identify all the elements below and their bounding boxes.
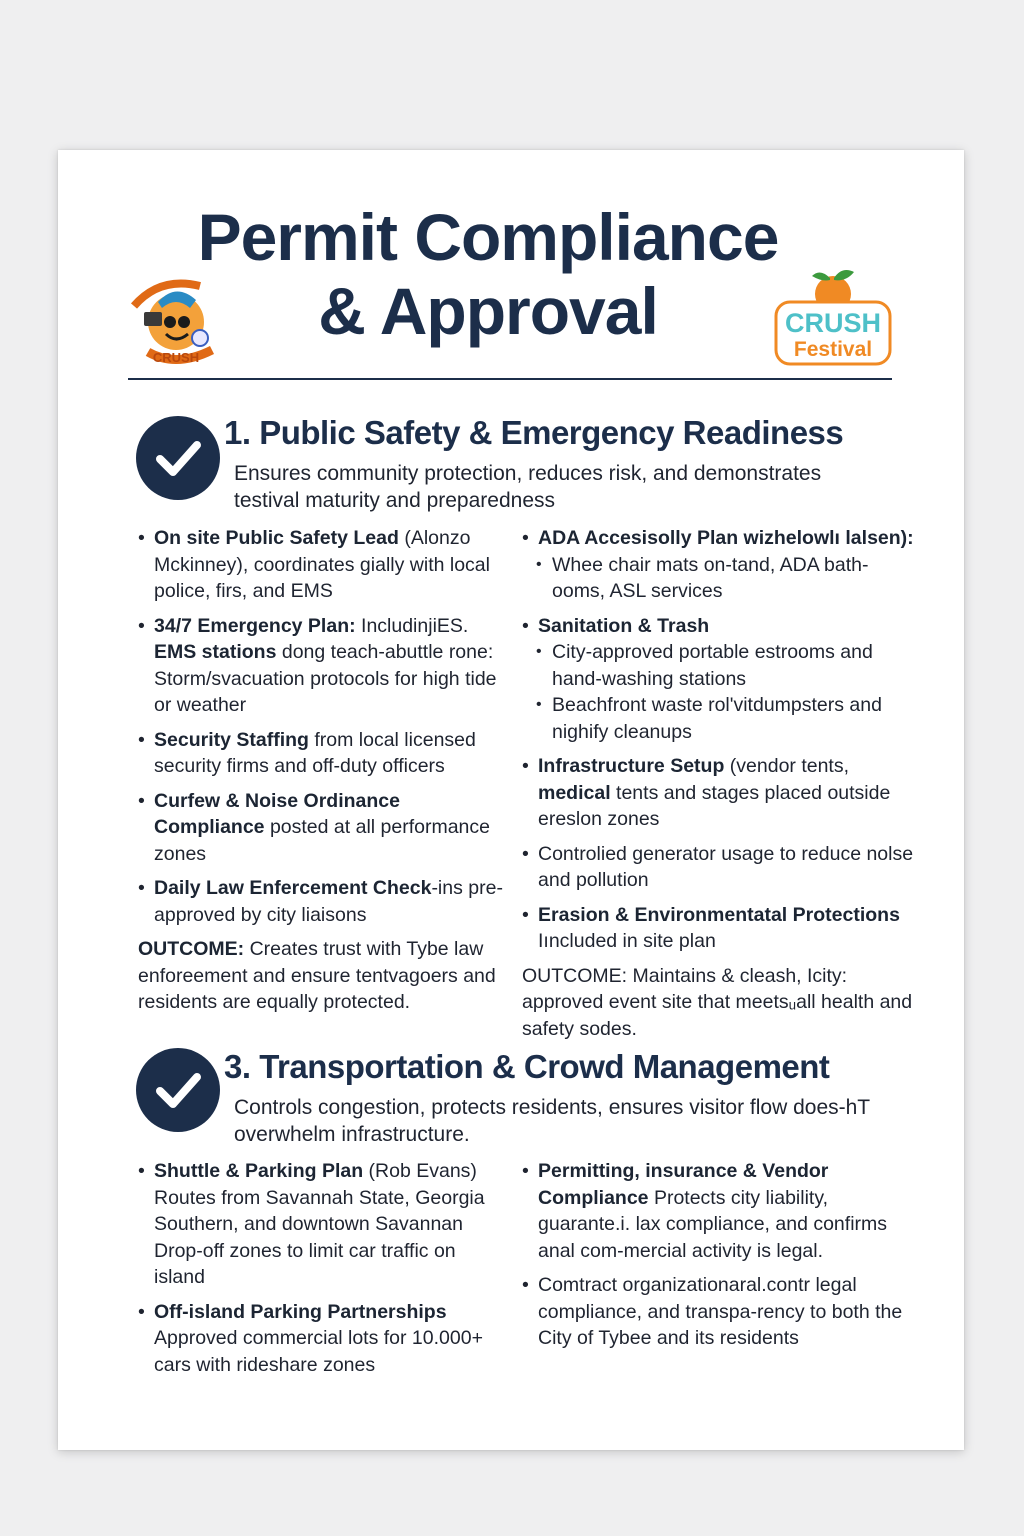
list-item: • Shuttle & Parking Plan (Rob Evans) Routes from Savannah State, Georgia Southern, and downtown Savannan Drop-off zones to limit car traffic on island: [138, 1158, 510, 1291]
sub-list-item: • City-approved portable estrooms and hand-washing stations: [522, 639, 914, 692]
list-item: • Controlied generator usage to reduce nolse and pollution: [522, 841, 914, 894]
document-sheet: [58, 150, 964, 1450]
section-1-left-outcome: OUTCOME: Creates trust with Tybe law enforeement and ensure tentvagoers and residents are equally protected.: [138, 938, 496, 1013]
section-3-title: 3. Transportation & Crowd Management: [224, 1048, 830, 1085]
section-3-right-column: [522, 1158, 914, 1360]
list-item: • 34/7 Emergency Plan: IncludinjiES. EMS stations dong teach-abuttle rone: Storm/svacuation protocols for high tide or weather: [138, 613, 510, 719]
title-line-1: Permit Compliance: [197, 200, 779, 274]
sub-list-item: • Beachfront waste rol'vitdumpsters and nighify cleanups: [522, 692, 914, 745]
section-1-title: 1. Public Safety & Emergency Readiness: [224, 414, 844, 451]
section-3-left-column: [138, 1158, 510, 1386]
section-1-right-column: [522, 525, 914, 1042]
crush-festival-logo: [770, 268, 896, 368]
section-1-subtitle: Ensures community protection, reduces risk, and demonstrates testival maturity and preparedness: [234, 462, 822, 512]
title-divider: [128, 378, 892, 380]
section-1-left-column: [138, 525, 510, 1016]
list-item: • Daily Law Enfercement Check-ins pre-approved by city liaisons: [138, 875, 510, 928]
list-item: • Security Staffing from local licensed security firms and off-duty officers: [138, 727, 510, 780]
list-item: • Permitting, insurance & Vendor Compliance Protects city liability, guarante.i. lax compliance, and confirms anal com-mercial activity is legal.: [522, 1158, 914, 1264]
logo-right-festival: Festival: [793, 338, 873, 361]
checkmark-icon: [136, 1048, 220, 1132]
checkmark-icon: [136, 416, 220, 500]
orange-crush-logo: [130, 272, 222, 368]
list-item: • Off-island Parking Partnerships Approved commercial lots for 10.000+ cars with rideshare zones: [138, 1299, 510, 1379]
list-item: • Erasion & Environmentatal Protections Iıncluded in site plan: [522, 902, 914, 955]
section-1-right-outcome: OUTCOME: Maintains & cleash, Icity: approved event site that meetsᵤall health and safety sodes.: [522, 964, 913, 1040]
logo-left-text: CRUSH: [152, 350, 200, 365]
title-line-2: & Approval: [318, 274, 658, 348]
list-item: • ADA Accesisolly Plan wizhelowlı lalsen):: [522, 525, 914, 552]
list-item: • Curfew & Noise Ordinance Compliance posted at all performance zones: [138, 788, 510, 868]
logo-right-crush: CRUSH: [784, 308, 882, 338]
list-item: • Comtract organizationaral.contr legal compliance, and transpa-rency to both the City of Tybee and its residents: [522, 1272, 914, 1352]
sub-list-item: • Whee chair mats on-tand, ADA bath-ooms, ASL services: [522, 552, 914, 605]
section-3-subtitle: Controls congestion, protects residents, ensures visitor flow does-hT overwhelm infrastructure.: [234, 1096, 870, 1146]
list-item: • Sanitation & Trash: [522, 613, 914, 640]
list-item: • On site Public Safety Lead (Alonzo Mckinney), coordinates gially with local police, firs, and EMS: [138, 525, 510, 605]
list-item: • Infrastructure Setup (vendor tents, medical tents and stages placed outside ereslon zones: [522, 753, 914, 833]
